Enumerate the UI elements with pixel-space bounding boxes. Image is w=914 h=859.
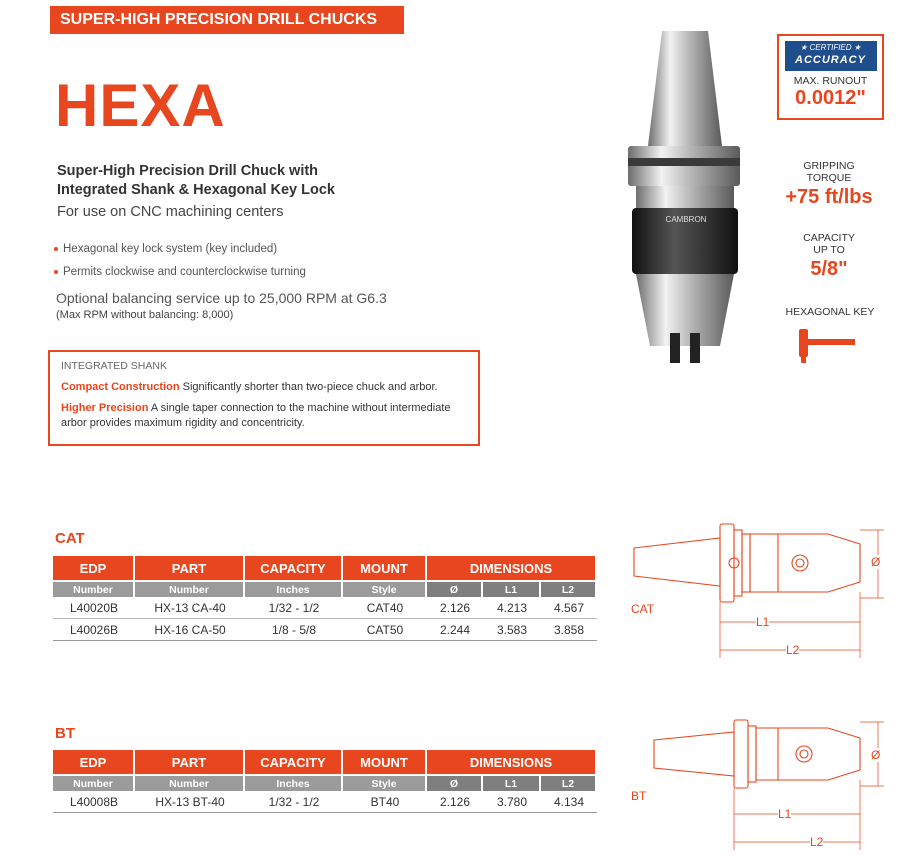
chuck-nose bbox=[636, 274, 734, 346]
jaw-left bbox=[670, 333, 680, 363]
bullet-icon bbox=[54, 270, 58, 274]
cat-section-label: CAT bbox=[55, 530, 85, 547]
cell-dia: 2.244 bbox=[427, 619, 483, 641]
col-edp: EDP bbox=[53, 750, 135, 774]
table-header-row bbox=[53, 750, 597, 774]
bt-l1-label: L1 bbox=[778, 807, 792, 821]
bt-section-label: BT bbox=[55, 725, 75, 742]
sub-part: Number bbox=[135, 774, 245, 791]
col-capacity: CAPACITY bbox=[245, 556, 343, 580]
certified-seal bbox=[785, 41, 877, 71]
subtitle-usage: For use on CNC machining centers bbox=[57, 204, 284, 220]
sub-part: Number bbox=[135, 580, 245, 597]
col-part: PART bbox=[135, 750, 245, 774]
col-dimensions: DIMENSIONS bbox=[427, 556, 597, 580]
list-item bbox=[54, 260, 306, 283]
table-row bbox=[53, 791, 597, 813]
col-edp: EDP bbox=[53, 556, 135, 580]
cell-capacity: 1/32 - 1/2 bbox=[245, 791, 343, 813]
sub-edp: Number bbox=[53, 774, 135, 791]
cell-l1: 3.780 bbox=[483, 791, 541, 813]
chuck-collar bbox=[636, 186, 734, 208]
brand-marking: CAMBRON bbox=[665, 215, 707, 224]
shank-item-text: A single taper connection to the machine without intermediate arbor provides maximum rigidity and concentricity. bbox=[61, 402, 451, 429]
cell-dia: 2.126 bbox=[427, 791, 483, 813]
sub-l2: L2 bbox=[541, 580, 597, 597]
spec-value: +75 ft/lbs bbox=[785, 186, 873, 208]
feature-list bbox=[54, 237, 306, 283]
bt-table bbox=[53, 750, 597, 813]
balancing-text: Optional balancing service up to 25,000 RPM at G6.3 bbox=[56, 290, 387, 306]
col-mount: MOUNT bbox=[343, 750, 427, 774]
col-dimensions: DIMENSIONS bbox=[427, 750, 597, 774]
bt-dimension-drawing bbox=[628, 710, 898, 856]
shank-item-title: Higher Precision bbox=[61, 402, 149, 414]
sub-l2: L2 bbox=[541, 774, 597, 791]
table-row bbox=[53, 619, 597, 641]
cell-mount: CAT40 bbox=[343, 597, 427, 619]
jaw-right bbox=[690, 333, 700, 363]
cell-part: HX-16 CA-50 bbox=[135, 619, 245, 641]
sub-mount: Style bbox=[343, 774, 427, 791]
feature-text: Hexagonal key lock system (key included) bbox=[63, 242, 278, 255]
flange-groove bbox=[628, 158, 740, 166]
spec-label: UP TO bbox=[813, 244, 845, 256]
seal-line-1: ★ CERTIFIED ★ bbox=[800, 43, 861, 52]
col-mount: MOUNT bbox=[343, 556, 427, 580]
cell-part: HX-13 CA-40 bbox=[135, 597, 245, 619]
cell-edp: L40020B bbox=[53, 597, 135, 619]
cell-edp: L40008B bbox=[53, 791, 135, 813]
bt-drawing-label: BT bbox=[631, 789, 647, 803]
subtitle-line-1: Super-High Precision Drill Chuck with bbox=[57, 163, 319, 179]
sub-edp: Number bbox=[53, 580, 135, 597]
cat-l2-label: L2 bbox=[786, 643, 800, 657]
cat-drawing-label: CAT bbox=[631, 602, 655, 616]
integrated-shank-box bbox=[48, 350, 480, 446]
cell-l2: 4.134 bbox=[541, 791, 597, 813]
feature-text: Permits clockwise and counterclockwise turning bbox=[63, 265, 306, 278]
cell-l2: 4.567 bbox=[541, 597, 597, 619]
seal-line-2: ACCURACY bbox=[795, 54, 866, 66]
spec-label: GRIPPING bbox=[803, 160, 855, 172]
spec-label: TORQUE bbox=[806, 172, 852, 184]
sub-l1: L1 bbox=[483, 774, 541, 791]
balancing-note: (Max RPM without balancing: 8,000) bbox=[56, 309, 234, 321]
certified-accuracy-badge bbox=[777, 34, 884, 120]
col-capacity: CAPACITY bbox=[245, 750, 343, 774]
col-part: PART bbox=[135, 556, 245, 580]
sub-capacity: Inches bbox=[245, 774, 343, 791]
hexagonal-key-icon bbox=[795, 325, 857, 365]
table-header-row bbox=[53, 556, 597, 580]
capacity-spec bbox=[774, 232, 884, 282]
cell-capacity: 1/32 - 1/2 bbox=[245, 597, 343, 619]
cat-l1-label: L1 bbox=[756, 615, 770, 629]
shank-item-precision bbox=[61, 401, 467, 431]
cell-l2: 3.858 bbox=[541, 619, 597, 641]
runout-value: 0.0012" bbox=[795, 87, 866, 109]
spec-value: 5/8" bbox=[810, 258, 848, 280]
bt-dia-label: Ø bbox=[871, 748, 881, 762]
page-title: HEXA bbox=[55, 72, 226, 139]
list-item bbox=[54, 237, 306, 260]
cell-l1: 4.213 bbox=[483, 597, 541, 619]
sub-dia: Ø bbox=[427, 580, 483, 597]
cell-part: HX-13 BT-40 bbox=[135, 791, 245, 813]
runout-label: MAX. RUNOUT bbox=[793, 75, 868, 87]
taper-shank bbox=[648, 31, 722, 146]
sub-capacity: Inches bbox=[245, 580, 343, 597]
cell-l1: 3.583 bbox=[483, 619, 541, 641]
table-subheader-row bbox=[53, 774, 597, 791]
subtitle-line-2: Integrated Shank & Hexagonal Key Lock bbox=[57, 182, 335, 198]
table-subheader-row bbox=[53, 580, 597, 597]
subtitle bbox=[57, 162, 335, 200]
shank-item-title: Compact Construction bbox=[61, 381, 180, 393]
cell-mount: CAT50 bbox=[343, 619, 427, 641]
shank-heading: INTEGRATED SHANK bbox=[61, 360, 167, 372]
bullet-icon bbox=[54, 247, 58, 251]
shank-item-text: Significantly shorter than two-piece chuck and arbor. bbox=[179, 381, 438, 393]
shank-item-compact bbox=[61, 380, 467, 395]
gripping-torque-spec bbox=[774, 160, 884, 210]
cat-dia-label: Ø bbox=[871, 555, 881, 569]
sub-l1: L1 bbox=[483, 580, 541, 597]
cell-capacity: 1/8 - 5/8 bbox=[245, 619, 343, 641]
cat-table bbox=[53, 556, 597, 641]
table-row bbox=[53, 597, 597, 619]
cat-dimension-drawing bbox=[628, 518, 898, 664]
hexagonal-key-label: HEXAGONAL KEY bbox=[785, 306, 875, 318]
drill-chuck-image bbox=[600, 28, 770, 368]
section-banner: SUPER-HIGH PRECISION DRILL CHUCKS bbox=[50, 6, 404, 34]
sub-mount: Style bbox=[343, 580, 427, 597]
spec-label: CAPACITY bbox=[803, 232, 855, 244]
cell-dia: 2.126 bbox=[427, 597, 483, 619]
bt-l2-label: L2 bbox=[810, 835, 824, 849]
cell-mount: BT40 bbox=[343, 791, 427, 813]
sub-dia: Ø bbox=[427, 774, 483, 791]
cell-edp: L40026B bbox=[53, 619, 135, 641]
